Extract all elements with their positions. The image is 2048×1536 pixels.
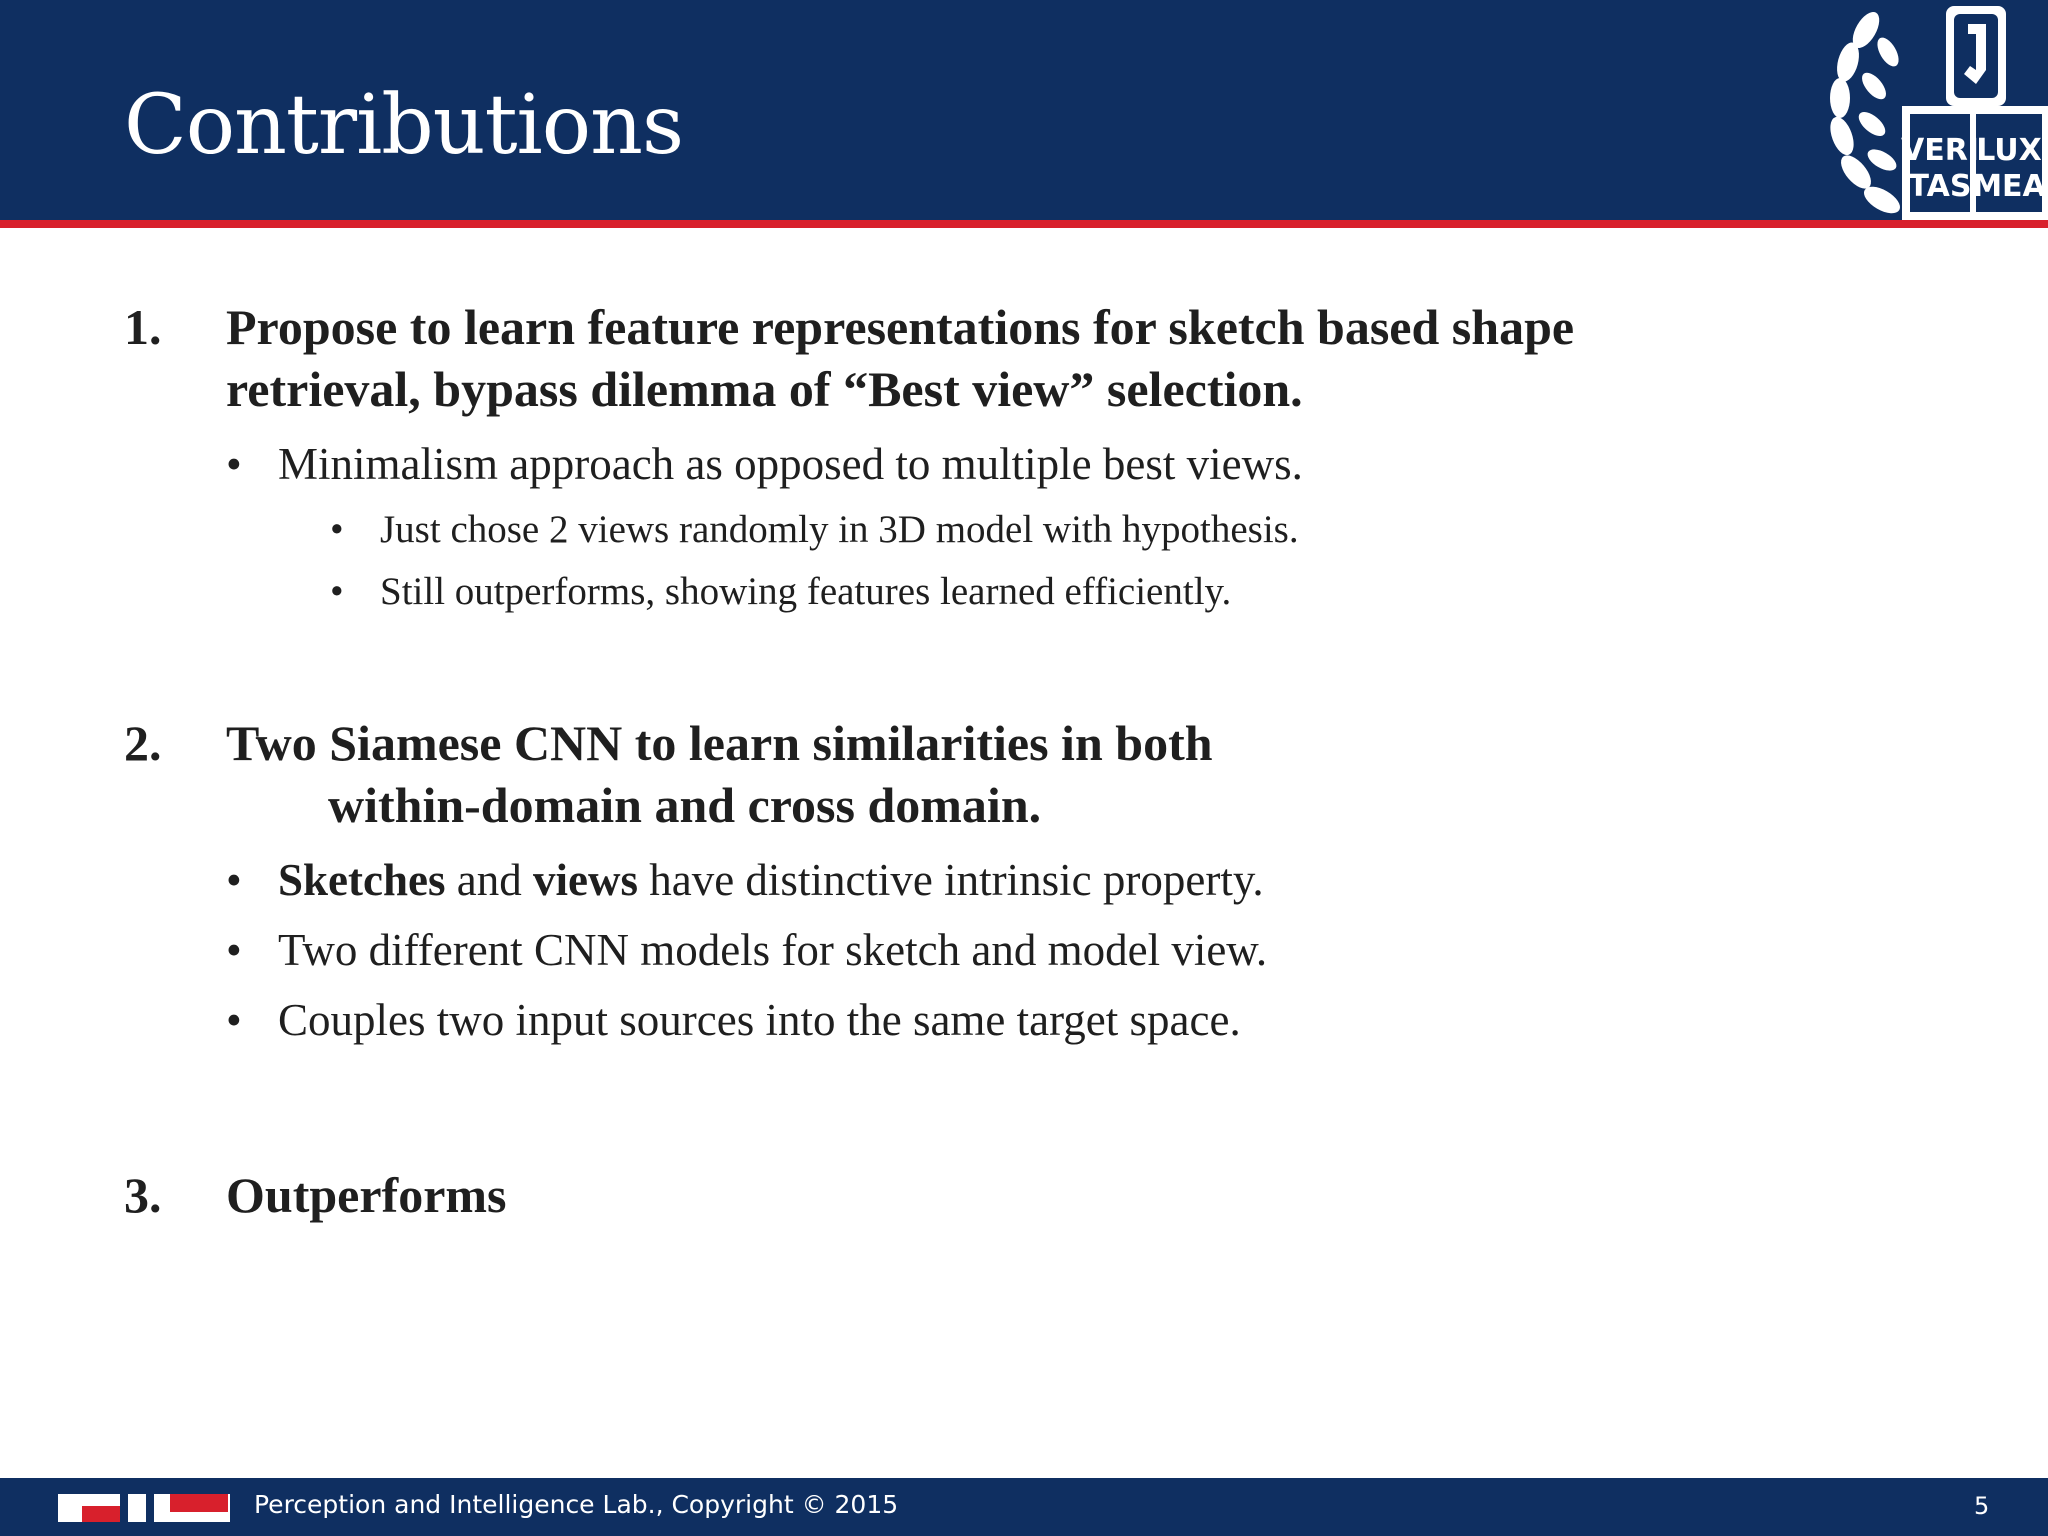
- item-heading-3: Outperforms: [226, 1167, 507, 1223]
- bullet-text: Two different CNN models for sketch and model view.: [278, 925, 1268, 975]
- slide-title: Contributions: [124, 78, 684, 173]
- bullet-text: Minimalism approach as opposed to multiple best views.: [278, 439, 1303, 489]
- bullet-icon: •: [226, 439, 242, 489]
- emblem-text-tas: TAS: [1908, 169, 1972, 204]
- bullet-icon: •: [330, 570, 344, 613]
- bullet-icon: •: [226, 855, 242, 905]
- item-heading-1-line2: retrieval, bypass dilemma of “Best view” selection.: [226, 361, 1303, 417]
- page-number: 5: [1974, 1492, 1990, 1520]
- bullet-text-rest: have distinctive intrinsic property.: [637, 855, 1264, 905]
- subbullet-item: [330, 505, 1299, 555]
- item-heading-2-line2: within-domain and cross domain.: [328, 777, 1042, 833]
- emblem-text-mea: MEA: [1972, 169, 2046, 204]
- emblem-text-veri: VERI: [1901, 133, 1979, 168]
- bullet-item: [226, 992, 1241, 1048]
- item-number-3: 3.: [124, 1167, 162, 1223]
- bold-term-views: views: [532, 855, 638, 905]
- subbullet-text: Just chose 2 views randomly in 3D model with hypothesis.: [380, 508, 1299, 551]
- bullet-text: Couples two input sources into the same target space.: [278, 995, 1241, 1045]
- footer-copyright: Perception and Intelligence Lab., Copyright © 2015: [254, 1490, 899, 1519]
- item-number-1: 1.: [124, 299, 162, 355]
- bullet-icon: •: [330, 508, 344, 551]
- item-heading-2-line1: Two Siamese CNN to learn similarities in both: [226, 715, 1213, 771]
- bullet-icon: •: [226, 925, 242, 975]
- bold-term-sketches: Sketches: [278, 855, 446, 905]
- bullet-item: [226, 922, 1268, 978]
- bullet-text: [278, 852, 1264, 908]
- bullet-item: [226, 436, 1303, 492]
- bullet-icon: •: [226, 995, 242, 1045]
- subbullet-item: [330, 567, 1232, 617]
- emblem-text-lux: LUX: [1976, 133, 2042, 168]
- subbullet-text: Still outperforms, showing features learned efficiently.: [380, 570, 1232, 613]
- lab-logo-icon: [58, 1490, 230, 1526]
- bullet-text-connector: and: [445, 855, 533, 905]
- bullet-item: [226, 852, 1264, 908]
- item-heading-1-line1: Propose to learn feature representations for sketch based shape: [226, 299, 1575, 355]
- item-number-2: 2.: [124, 715, 162, 771]
